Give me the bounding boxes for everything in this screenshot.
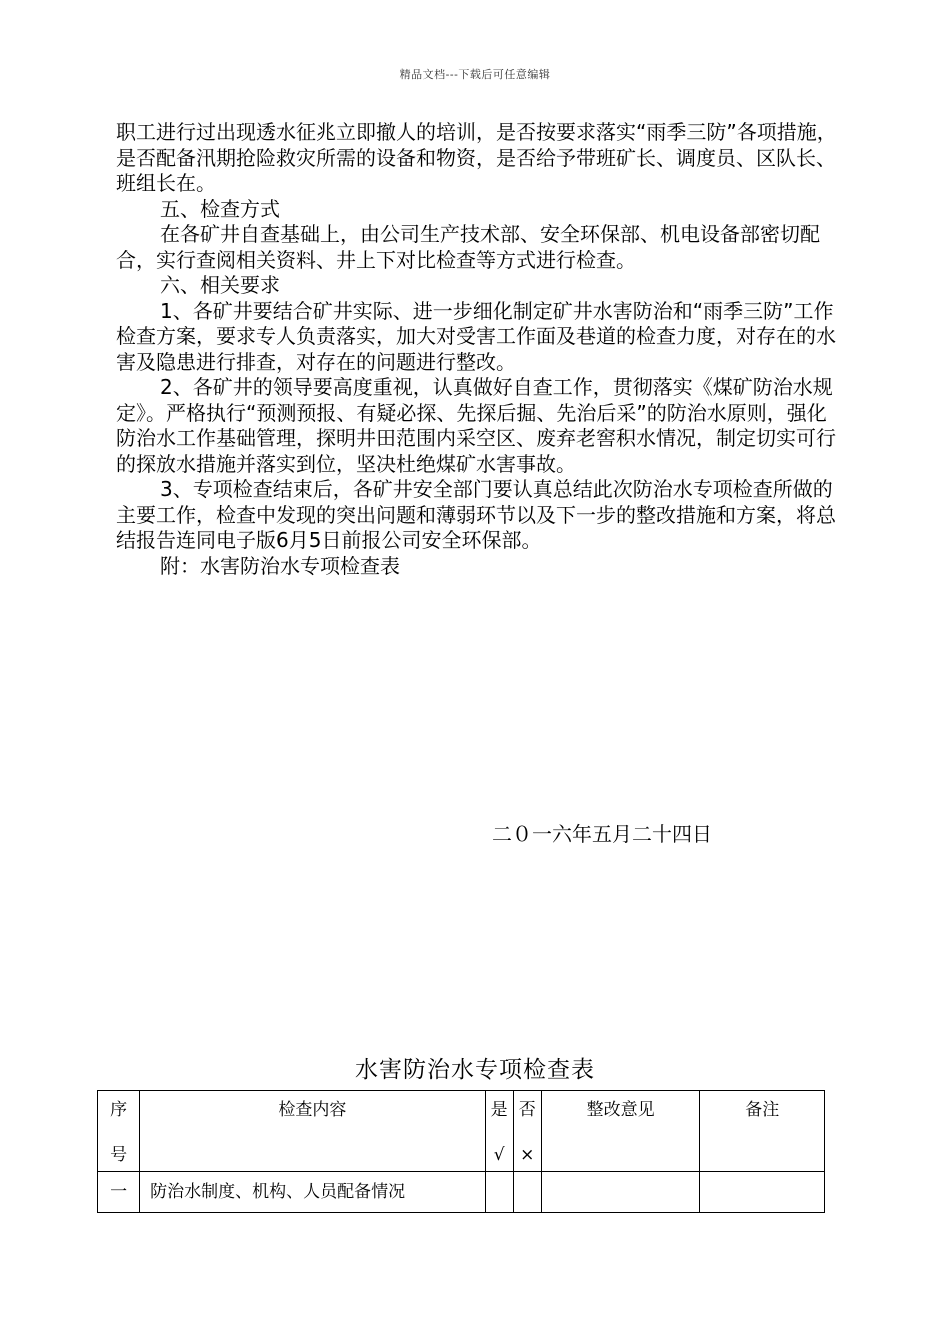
inspection-table <box>97 1090 825 1213</box>
header-seq-bottom: 号 <box>110 1145 128 1165</box>
section-heading-inspection-method: 五、检查方式 <box>160 196 280 221</box>
header-seq-cell <box>98 1091 140 1172</box>
header-content: 检查内容 <box>278 1100 347 1120</box>
row-seq: 一 <box>110 1182 128 1202</box>
paragraph-continued: 职工进行过出现透水征兆立即撤人的培训，是否按要求落实“雨季三防”各项措施，是否配备汛期抢险救灾所需的设备和物资，是否给予带班矿长、调度员、区队长、班组长在。 <box>116 120 837 195</box>
header-seq-top: 序 <box>110 1100 128 1120</box>
row-remark-cell <box>700 1172 825 1213</box>
row-no <box>514 1172 541 1177</box>
row-seq-cell <box>98 1172 140 1213</box>
table-title: 水害防治水专项检查表 <box>355 1057 595 1083</box>
row-content: 防治水制度、机构、人员配备情况 <box>150 1182 406 1202</box>
paragraph-requirement-1: 1、各矿井要结合矿井实际、进一步细化制定矿井水害防治和“雨季三防”工作检查方案，要求专人负责落实，加大对受害工作面及巷道的检查力度，对存在的水害及隐患进行排查，对存在的问题进行整改。 <box>116 298 836 374</box>
header-opinion: 整改意见 <box>586 1100 655 1120</box>
row-remark <box>700 1172 824 1177</box>
paragraph-requirement-3: 3、专项检查结束后，各矿井安全部门要认真总结此次防治水专项检查所做的主要工作，检查中发现的突出问题和薄弱环节以及下一步的整改措施和方案，将总结报告连同电子版6月5日前报公司安全环保部。 <box>116 477 836 552</box>
header-opinion-cell <box>541 1091 700 1172</box>
document-body <box>116 120 846 579</box>
header-no-mark: × <box>520 1145 535 1165</box>
paragraph-requirement-2: 2、各矿井的领导要高度重视，认真做好自查工作，贯彻落实《煤矿防治水规定》。严格执行“预测预报、有疑必探、先探后掘、先治后采”的防治水原则，强化防治水工作基础管理，探明井田范围内采空区、废弃老窖积水情况，制定切实可行的探放水措施并落实到位，坚决杜绝煤矿水害事故。 <box>116 375 836 476</box>
header-yes-top: 是 <box>490 1100 508 1120</box>
paragraph-inspection-method: 在各矿井自查基础上，由公司生产技术部、安全环保部、机电设备部密切配合，实行查阅相关资料、井上下对比检查等方式进行检查。 <box>116 222 820 272</box>
table-row <box>98 1172 825 1213</box>
row-yes-cell <box>485 1172 513 1213</box>
document-date: 二０一六年五月二十四日 <box>492 822 712 846</box>
header-no-top: 否 <box>518 1100 536 1120</box>
row-opinion-cell <box>541 1172 700 1213</box>
row-no-cell <box>513 1172 541 1213</box>
row-opinion <box>542 1172 700 1177</box>
row-yes <box>486 1172 513 1177</box>
header-yes-mark: √ <box>493 1145 505 1165</box>
row-content-cell <box>140 1172 485 1213</box>
header-remark-cell <box>700 1091 825 1172</box>
page-header-note: 精品文档---下载后可任意编辑 <box>399 68 551 81</box>
header-no-cell <box>513 1091 541 1172</box>
header-yes-cell <box>485 1091 513 1172</box>
header-content-cell <box>140 1091 485 1172</box>
header-remark: 备注 <box>745 1100 780 1120</box>
section-heading-requirements: 六、相关要求 <box>160 273 280 297</box>
paragraph-attachment: 附：水害防治水专项检查表 <box>160 553 400 578</box>
table-header-row <box>98 1091 825 1172</box>
